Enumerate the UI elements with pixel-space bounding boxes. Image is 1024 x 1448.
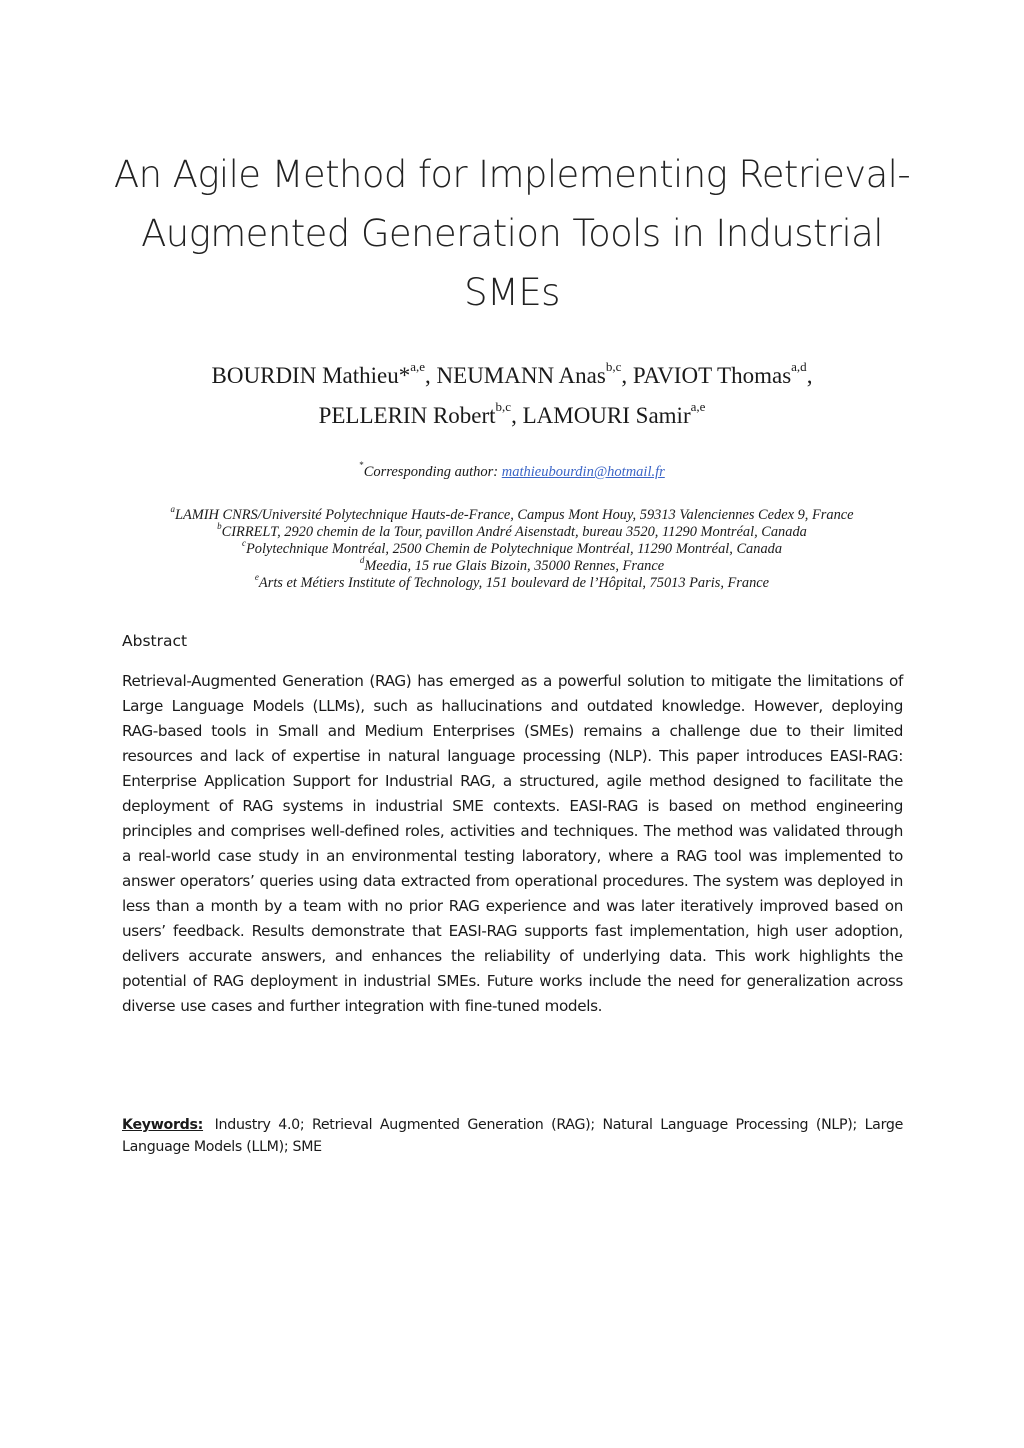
author-separator: , [425, 363, 437, 388]
author-separator: , [511, 403, 523, 428]
affiliation-item [80, 538, 944, 558]
affiliation-list [80, 504, 944, 592]
affiliation-text: Arts et Métiers Institute of Technology, 151 boulevard de l’Hôpital, 75013 Paris, France [258, 575, 770, 591]
author-list [80, 356, 944, 436]
affiliation-text: LAMIH CNRS/Université Polytechnique Hauts-de-France, Campus Mont Houy, 59313 Valenciennes Cedex 9, France [174, 507, 854, 523]
author-affiliation-marker: a,e [690, 399, 706, 415]
author-affiliation-marker: a,d [791, 359, 807, 375]
affiliation-item [80, 555, 944, 575]
affiliation-item [80, 504, 944, 524]
corresponding-label: Corresponding author: [363, 463, 502, 480]
affiliation-text: Polytechnique Montréal, 2500 Chemin de Polytechnique Montréal, 11290 Montréal, Canada [245, 541, 783, 557]
title-line: SMEs [464, 271, 560, 314]
affiliation-marker: b [217, 521, 222, 532]
affiliation-item [80, 572, 944, 592]
keywords-label: Keywords: [122, 1117, 204, 1133]
corresponding-author [100, 462, 924, 481]
author-name: NEUMANN Anas [436, 363, 606, 388]
paper-title [100, 145, 924, 322]
author-name: BOURDIN Mathieu* [211, 363, 411, 388]
affiliation-marker: a [170, 504, 175, 515]
keywords-text: Industry 4.0; Retrieval Augmented Generation (RAG); Natural Language Processing (NLP); Large Language Models (LLM); SME [122, 1117, 903, 1155]
affiliation-text: CIRRELT, 2920 chemin de la Tour, pavillon André Aisenstadt, bureau 3520, 11290 Montréal, Canada [221, 524, 807, 540]
affiliation-marker: e [254, 572, 259, 583]
author-affiliation-marker: b,c [605, 359, 622, 375]
title-line: Augmented Generation Tools in Industrial [141, 212, 883, 255]
abstract-heading: Abstract [122, 632, 188, 650]
keywords [122, 1114, 903, 1158]
affiliation-item [80, 521, 944, 541]
author-line [80, 396, 944, 436]
author-separator: , [806, 363, 813, 388]
author-name: PAVIOT Thomas [632, 363, 792, 388]
email-link[interactable]: mathieubourdin@hotmail.fr [501, 463, 665, 480]
author-affiliation-marker: b,c [495, 399, 512, 415]
affiliation-text: Meedia, 15 rue Glais Bizoin, 35000 Rennes, France [364, 558, 665, 574]
author-line [80, 356, 944, 396]
author-name: LAMOURI Samir [522, 403, 691, 428]
author-separator: , [621, 363, 633, 388]
author-affiliation-marker: a,e [410, 359, 426, 375]
abstract-body: Retrieval-Augmented Generation (RAG) has emerged as a powerful solution to mitigate the limitations of Large Language Models (LLMs), such as hallucinations and outdated knowledge. However, deploying RAG-based tools in Small and Medium Enterprises (SMEs) remains a challenge due to their limited resources and lack of expertise in natural language processing (NLP). This paper introduces EASI-RAG: Enterprise Application Support for Industrial RAG, a structured, agile method designed to facilitate the deployment of RAG systems in industrial SME contexts. EASI-RAG is based on method engineering principles and comprises well-defined roles, activities and techniques. The method was validated through a real-world case study in an environmental testing laboratory, where a RAG tool was implemented to answer operators’ queries using data extracted from operational procedures. The system was deployed in less than a month by a team with no prior RAG experience and was later iteratively improved based on users’ feedback. Results demonstrate that EASI-RAG supports fast implementation, high user adoption, delivers accurate answers, and enhances the reliability of underlying data. This work highlights the potential of RAG deployment in industrial SMEs. Future works include the need for generalization across diverse use cases and further integration with fine-tuned models. [122, 672, 903, 1015]
title-line: An Agile Method for Implementing Retrieval- [113, 153, 911, 196]
affiliation-marker: d [359, 555, 365, 566]
author-name: PELLERIN Robert [318, 403, 496, 428]
corresponding-marker: * [359, 460, 364, 470]
affiliation-marker: c [241, 538, 246, 549]
